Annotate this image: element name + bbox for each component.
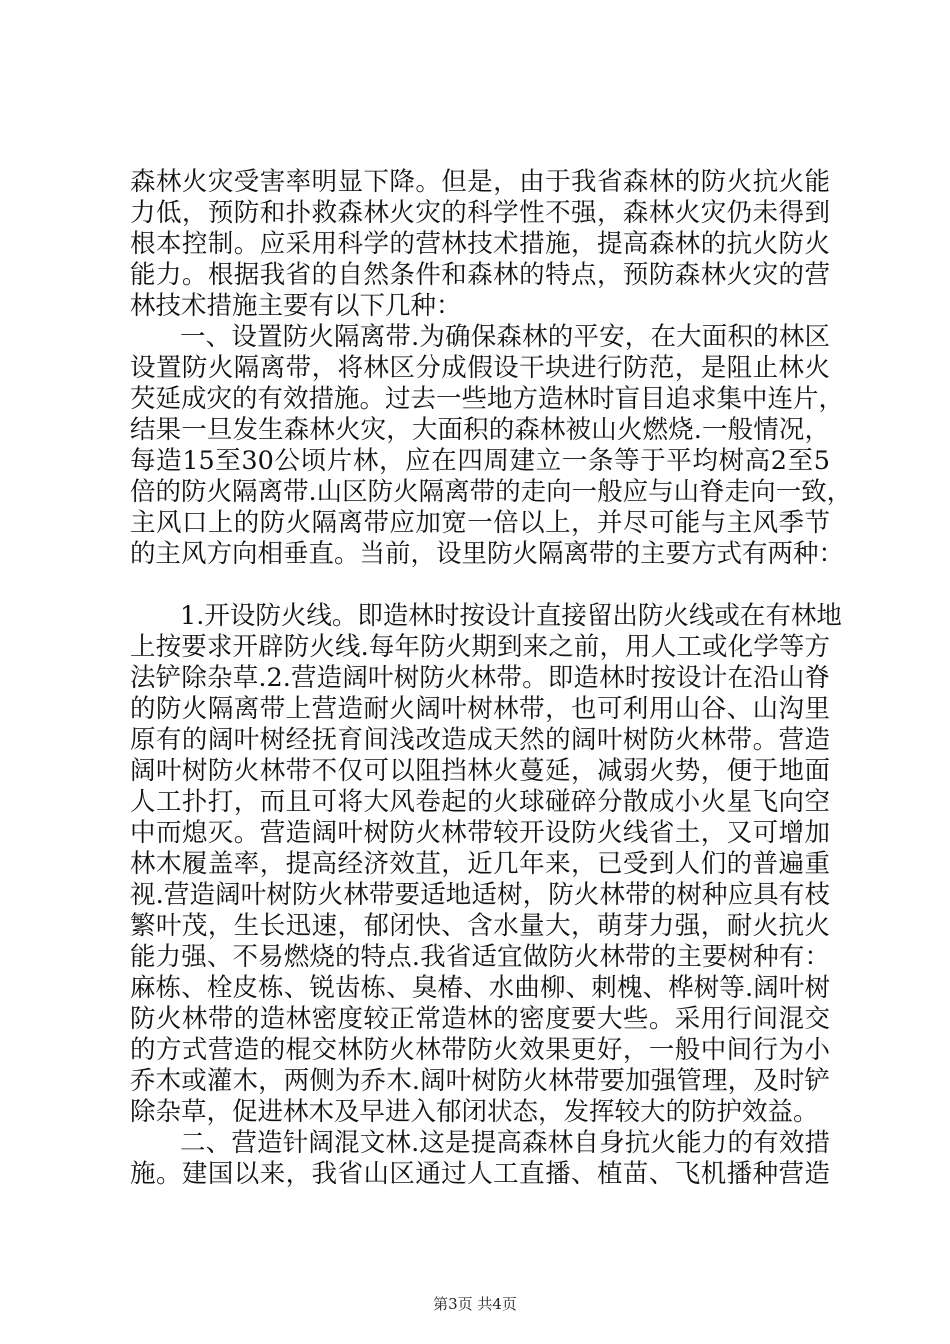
text-line: 法铲除杂草.2.营造阔叶树防火林带。即造林时按设计在沿山脊 [130,663,830,693]
text-line: 力低，预防和扑救森林火灾的科学性不强，森林火灾仍未得到 [130,198,830,228]
text-line: 视.营造阔叶树防火林带要适地适树，防火林带的树种应具有枝 [130,880,830,910]
text-line: 林技术措施主要有以下几种： [130,291,462,321]
text-line: 上按要求开辟防火线.每年防火期到来之前，用人工或化学等方 [130,632,830,662]
text-line: 的防火隔离带上营造耐火阔叶树林带，也可利用山谷、山沟里 [130,694,830,724]
text-line: 施。建国以来，我省山区通过人工直播、植苗、飞机播种营造 [130,1159,830,1189]
text-line: 繁叶茂，生长迅速，郁闭快、含水量大，萌芽力强，耐火抗火 [130,911,830,941]
text-line: 能力。根据我省的自然条件和森林的特点，预防森林火灾的营 [130,260,830,290]
text-line: 结果一旦发生森林火灾，大面积的森林被山火燃烧.一般情况， [130,415,830,445]
text-line: 除杂草，促进林木及早进入郁闭状态，发挥较大的防护效益。 [130,1097,819,1127]
text-line: 防火林带的造林密度较正常造林的密度要大些。采用行间混交 [130,1004,830,1034]
text-line: 主风口上的防火隔离带应加宽一倍以上，并尽可能与主风季节 [130,508,830,538]
text-line: 二、营造针阔混文林.这是提高森林自身抗火能力的有效措 [180,1128,830,1158]
text-line: 设置防火隔离带，将林区分成假设干块进行防范，是阻止林火 [130,353,830,383]
document-body [130,167,853,1190]
text-line: 1.开设防火线。即造林时按设计直接留出防火线或在有林地 [180,601,842,631]
text-line: 芡延成灾的有效措施。过去一些地方造林时盲目追求集中连片， [130,384,845,414]
text-line: 森林火灾受害率明显下降。但是，由于我省森林的防火抗火能 [130,167,830,197]
text-line: 阔叶树防火林带不仅可以阻挡林火蔓延，减弱火势，便于地面 [130,756,830,786]
text-line: 的主风方向相垂直。当前，设里防火隔离带的主要方式有两种： [130,539,845,569]
text-line: 人工扑打，而且可将大风卷起的火球碰碎分散成小火星飞向空 [130,787,830,817]
text-line: 一、设置防火隔离带.为确保森林的平安，在大面积的林区 [180,322,830,352]
text-line: 林木履盖率，提高经济效苴，近几年来，已受到人们的普遍重 [130,849,830,879]
blank-line [130,570,830,601]
text-line: 能力强、不易燃烧的特点.我省适宜做防火林带的主要树种有： [130,942,830,972]
text-line: 倍的防火隔离带.山区防火隔离带的走向一般应与山脊走向一致， [130,477,853,507]
text-line: 中而熄灭。营造阔叶树防火林带较开设防火线省土，又可增加 [130,818,830,848]
text-line: 的方式营造的棍交林防火林带防火效果更好，一般中间行为小 [130,1035,830,1065]
text-line: 根本控制。应采用科学的营林技术措施，提高森林的抗火防火 [130,229,830,259]
text-line: 乔木或灌木，两侧为乔木.阔叶树防火林带要加强管理，及时铲 [130,1066,830,1096]
text-line: 原有的阔叶树经抚育间浅改造成天然的阔叶树防火林带。营造 [130,725,830,755]
text-line: 麻栋、栓皮栋、锐齿栋、臭椿、水曲柳、刺槐、桦树等.阔叶树 [130,973,830,1003]
page-number-footer: 第3页 共4页 [433,1295,517,1313]
text-line: 每造15至30公顷片林，应在四周建立一条等于平均树高2至5 [130,446,830,476]
